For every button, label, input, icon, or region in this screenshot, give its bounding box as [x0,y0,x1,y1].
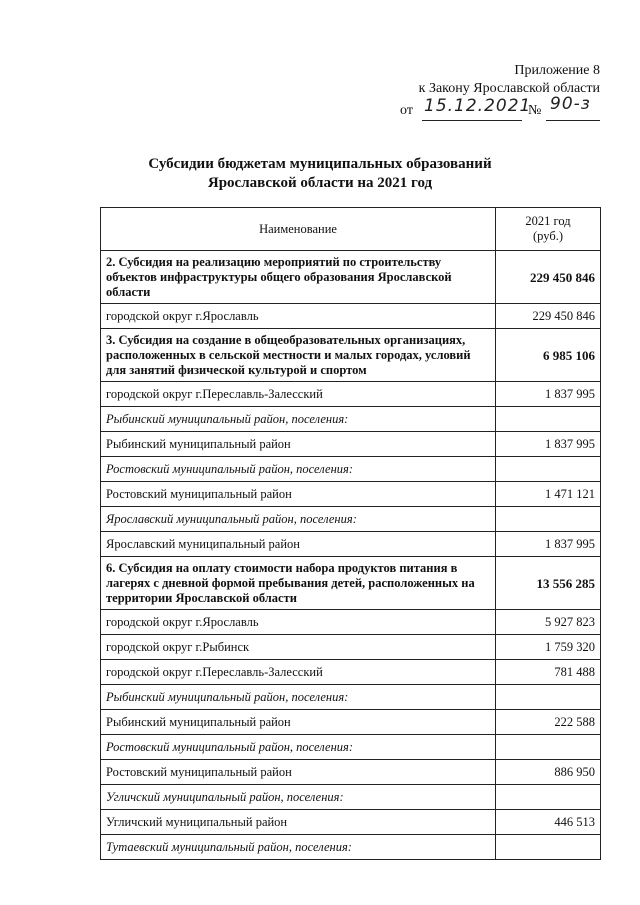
row-name: 2. Субсидия на реализацию мероприятий по строительству объектов инфраструктуры общего образования Ярославской области [101,251,496,304]
row-name: Ярославский муниципальный район, поселения: [101,507,496,532]
table-row [101,810,601,835]
row-amount: 13 556 285 [496,557,601,610]
subheading-row [101,407,601,432]
document-title [0,155,640,193]
row-amount: 1 471 121 [496,482,601,507]
column-header-unit: (руб.) [533,229,563,243]
row-amount: 781 488 [496,660,601,685]
subsidy-table [100,207,601,860]
row-name: Рыбинский муниципальный район, поселения: [101,685,496,710]
row-name: Угличский муниципальный район, поселения: [101,785,496,810]
column-header-name: Наименование [101,208,496,251]
law-reference: к Закону Ярославской области [418,81,600,96]
law-date-number [400,94,600,124]
section-row [101,251,601,304]
row-amount [496,407,601,432]
row-amount [496,735,601,760]
column-header-year-label: 2021 год [525,214,571,228]
date-underline [422,120,522,121]
number-label: № [528,103,542,118]
row-amount: 1 837 995 [496,432,601,457]
subheading-row [101,685,601,710]
section-row [101,329,601,382]
row-amount: 5 927 823 [496,610,601,635]
row-name: Тутаевский муниципальный район, поселения: [101,835,496,860]
row-name: Ярославский муниципальный район [101,532,496,557]
table-row [101,610,601,635]
row-name: 3. Субсидия на создание в общеобразовательных организациях, расположенных в сельской местности и малых городах, условий для занятий физической культурой и спортом [101,329,496,382]
appendix-label: Приложение 8 [514,63,600,78]
row-amount: 6 985 106 [496,329,601,382]
row-amount: 1 759 320 [496,635,601,660]
row-name: городской округ г.Рыбинск [101,635,496,660]
row-amount [496,835,601,860]
table-row [101,482,601,507]
table-row [101,532,601,557]
table-row [101,635,601,660]
subheading-row [101,835,601,860]
table-row [101,760,601,785]
subheading-row [101,457,601,482]
row-amount: 886 950 [496,760,601,785]
row-amount [496,507,601,532]
row-name: Ростовский муниципальный район [101,482,496,507]
row-amount: 229 450 846 [496,304,601,329]
column-header-year [496,208,601,251]
table-row [101,382,601,407]
row-name: Рыбинский муниципальный район [101,710,496,735]
title-line-1: Субсидии бюджетам муниципальных образований [148,156,492,172]
row-name: Рыбинский муниципальный район [101,432,496,457]
subheading-row [101,507,601,532]
number-underline [546,120,600,121]
table-row [101,432,601,457]
title-line-2: Ярославской области на 2021 год [207,175,433,191]
row-name: городской округ г.Переславль-Залесский [101,382,496,407]
table-row [101,304,601,329]
section-row [101,557,601,610]
table-row [101,710,601,735]
row-name: Ростовский муниципальный район, поселения: [101,457,496,482]
subheading-row [101,785,601,810]
handwritten-date: 15.12.2021 [424,96,532,116]
row-name: 6. Субсидия на оплату стоимости набора продуктов питания в лагерях с дневной формой пребывания детей, расположенных на территории Ярославской области [101,557,496,610]
row-amount [496,685,601,710]
table-header-row [101,208,601,251]
subheading-row [101,735,601,760]
row-name: Рыбинский муниципальный район, поселения: [101,407,496,432]
row-name: городской округ г.Переславль-Залесский [101,660,496,685]
row-amount: 1 837 995 [496,382,601,407]
row-name: Ростовский муниципальный район [101,760,496,785]
table-row [101,660,601,685]
row-amount: 222 588 [496,710,601,735]
row-amount: 229 450 846 [496,251,601,304]
from-label: от [400,103,413,118]
row-amount: 1 837 995 [496,532,601,557]
row-name: Угличский муниципальный район [101,810,496,835]
row-amount [496,457,601,482]
handwritten-number: 90-з [550,94,591,114]
row-amount: 446 513 [496,810,601,835]
row-amount [496,785,601,810]
row-name: городской округ г.Ярославль [101,304,496,329]
row-name: Ростовский муниципальный район, поселения: [101,735,496,760]
row-name: городской округ г.Ярославль [101,610,496,635]
